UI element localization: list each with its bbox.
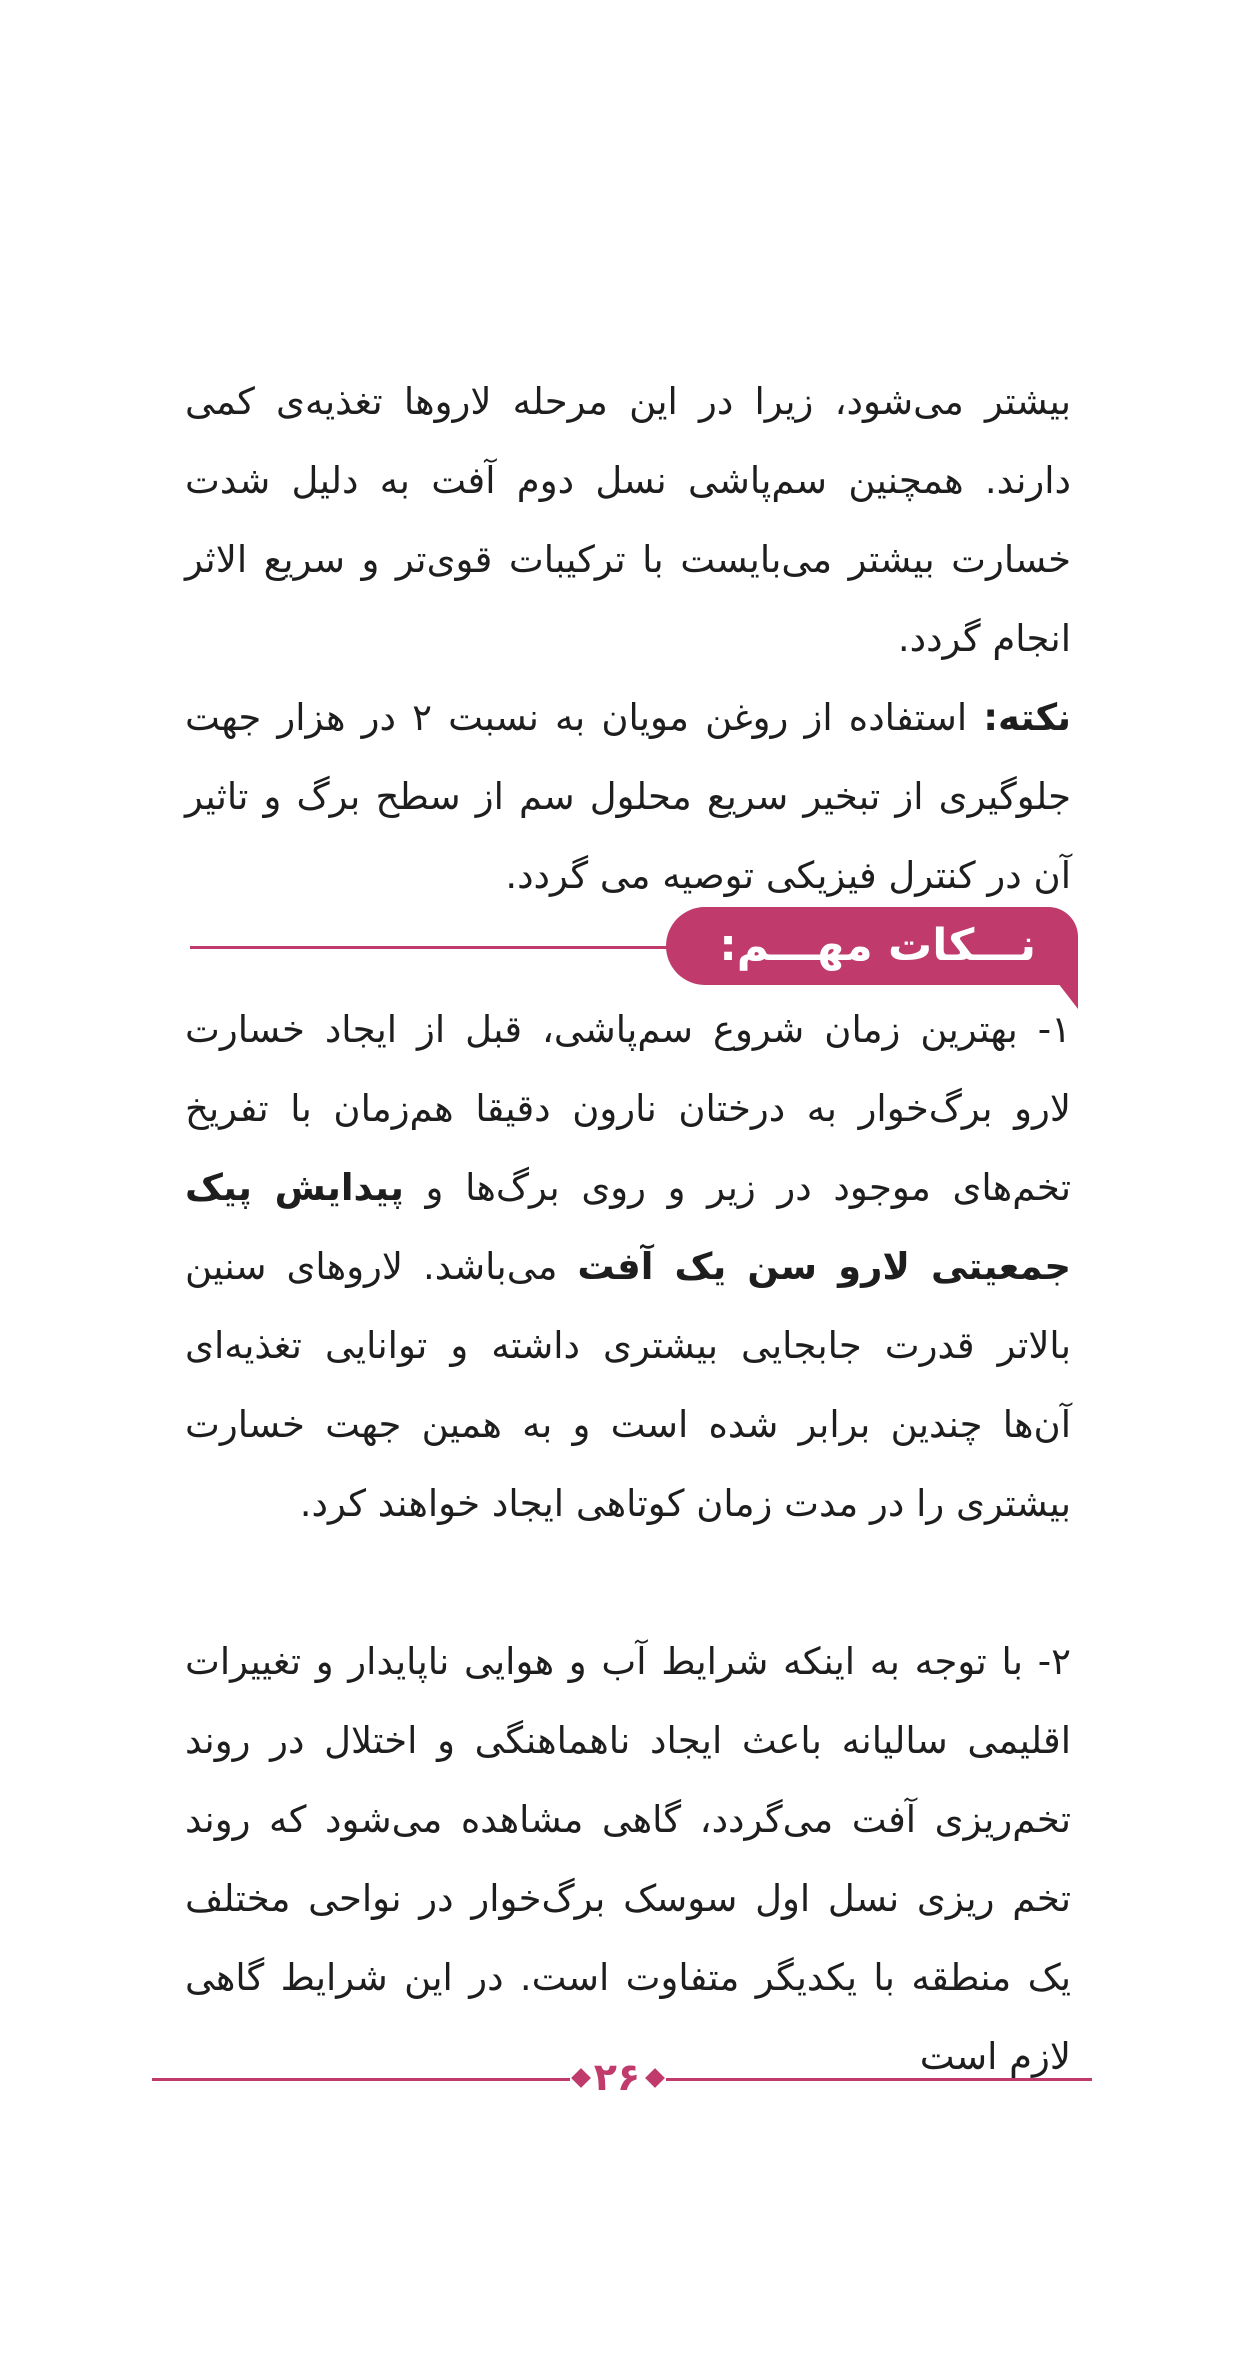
point-1-bold-phrase: پیدایش پیک جمعیتی لارو سن یک آفت [185, 1166, 1071, 1288]
point-1-text [185, 990, 1071, 1543]
footer-rule-right [666, 2078, 1092, 2081]
point-1-part-1: ۱- بهترین زمان شروع سم‌پاشی، قبل از ایجاد خسارت لارو برگ‌خوار به درختان نارون دقیقا هم‌زمان با تفریخ تخم‌های موجود در زیر و روی برگ‌ها و [185, 1008, 1071, 1209]
intro-text [185, 362, 1071, 915]
point-1-paragraph [185, 990, 1071, 1543]
intro-paragraph [185, 362, 1071, 915]
point-2-text: ۲- با توجه به اینکه شرایط آب و هوایی ناپایدار و تغییرات اقلیمی سالیانه باعث ایجاد ناهماهنگی و اختلال در روند تخم‌ریزی آفت می‌گردد، گاهی مشاهده می‌شود که روند تخم ریزی نسل اول سوسک برگ‌خوار در نواحی مختلف یک منطقه با یکدیگر متفاوت است. در این شرایط گاهی لازم است [185, 1640, 1071, 2078]
intro-text-body: بیشتر می‌شود، زیرا در این مرحله لاروها تغذیه‌ی کمی دارند. همچنین سم‌پاشی نسل دوم آفت به دلیل شدت خسارت بیشتر می‌بایست با ترکیبات قوی‌تر و سریع الاثر انجام گردد. [185, 380, 1071, 660]
point-2-paragraph [185, 1622, 1071, 2096]
heading-title: نـــکات مهـــم: [666, 907, 1078, 985]
heading-rule [190, 946, 690, 949]
note-text: استفاده از روغن مویان به نسبت ۲ در هزار جهت جلوگیری از تبخیر سریع محلول سم از سطح برگ و تاثیر آن در کنترل فیزیکی توصیه می گردد. [185, 696, 1071, 897]
note-label: نکته: [983, 696, 1071, 739]
footer-rule-left [152, 2078, 570, 2081]
point-1-part-2: می‌باشد. لاروهای سنین بالاتر قدرت جابجایی بیشتری داشته و توانایی تغذیه‌ای آن‌ها چندین برابر شده است و به همین جهت خسارت بیشتری را در مدت زمان کوتاهی ایجاد خواهند کرد. [185, 1245, 1071, 1525]
page-number: ۲۶ [593, 2055, 641, 2099]
